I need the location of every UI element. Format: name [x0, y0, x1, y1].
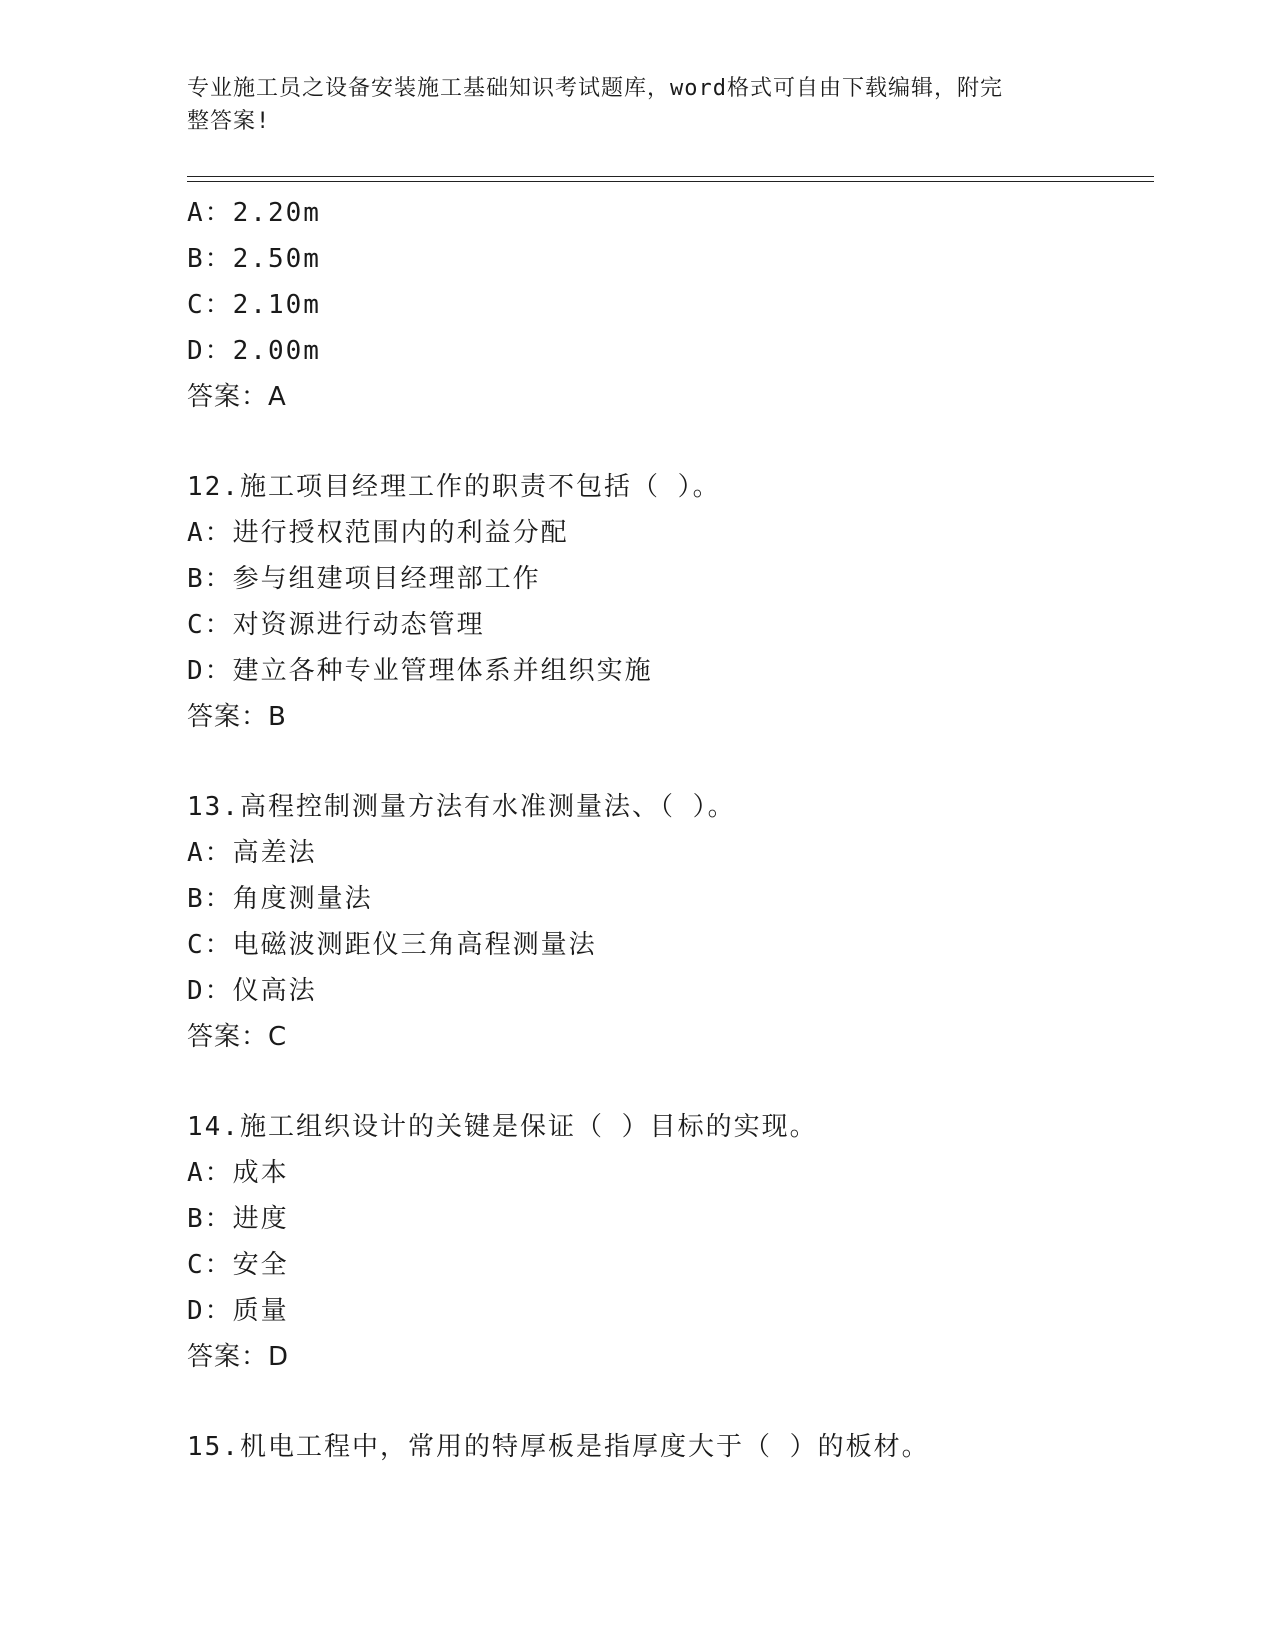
option-c: C：2.10m [187, 290, 321, 320]
question-block-14 [187, 1104, 1147, 1380]
document-header [187, 72, 1067, 138]
option-d: D：2.00m [187, 336, 321, 366]
question-block-12 [187, 464, 1147, 740]
question-list [187, 190, 1147, 1470]
question-text: 13.高程控制测量方法有水准测量法、（ ）。 [187, 792, 736, 822]
spacer [187, 740, 1147, 784]
option-c: C：电磁波测距仪三角高程测量法 [187, 930, 597, 960]
option-c: C：安全 [187, 1250, 289, 1280]
option-b: B：角度测量法 [187, 884, 373, 914]
question-block-13 [187, 784, 1147, 1060]
option-c: C：对资源进行动态管理 [187, 610, 485, 640]
question-text: 12.施工项目经理工作的职责不包括（ ）。 [187, 472, 721, 502]
header-divider-bottom [187, 181, 1154, 182]
question-text: 15.机电工程中，常用的特厚板是指厚度大于（ ）的板材。 [187, 1432, 930, 1462]
option-a: A：成本 [187, 1158, 289, 1188]
option-a: A：2.20m [187, 198, 321, 228]
answer-line: 答案：B [187, 702, 287, 732]
option-b: B：进度 [187, 1204, 289, 1234]
option-d: D：仪高法 [187, 976, 317, 1006]
spacer [187, 1060, 1147, 1104]
header-title-line-1: 专业施工员之设备安装施工基础知识考试题库，word格式可自由下载编辑，附完 [187, 76, 1003, 101]
option-a: A：高差法 [187, 838, 317, 868]
question-block-11 [187, 190, 1147, 420]
option-b: B：参与组建项目经理部工作 [187, 564, 541, 594]
answer-line: 答案：C [187, 1022, 288, 1052]
question-block-15 [187, 1424, 1147, 1470]
option-b: B：2.50m [187, 244, 321, 274]
answer-line: 答案：A [187, 382, 287, 412]
option-d: D：质量 [187, 1296, 289, 1326]
option-d: D：建立各种专业管理体系并组织实施 [187, 656, 653, 686]
spacer [187, 1380, 1147, 1424]
spacer [187, 420, 1147, 464]
question-text: 14.施工组织设计的关键是保证（ ）目标的实现。 [187, 1112, 818, 1142]
header-divider-top [187, 176, 1154, 177]
option-a: A：进行授权范围内的利益分配 [187, 518, 569, 548]
answer-line: 答案：D [187, 1342, 290, 1372]
header-title-line-2: 整答案! [187, 109, 271, 134]
